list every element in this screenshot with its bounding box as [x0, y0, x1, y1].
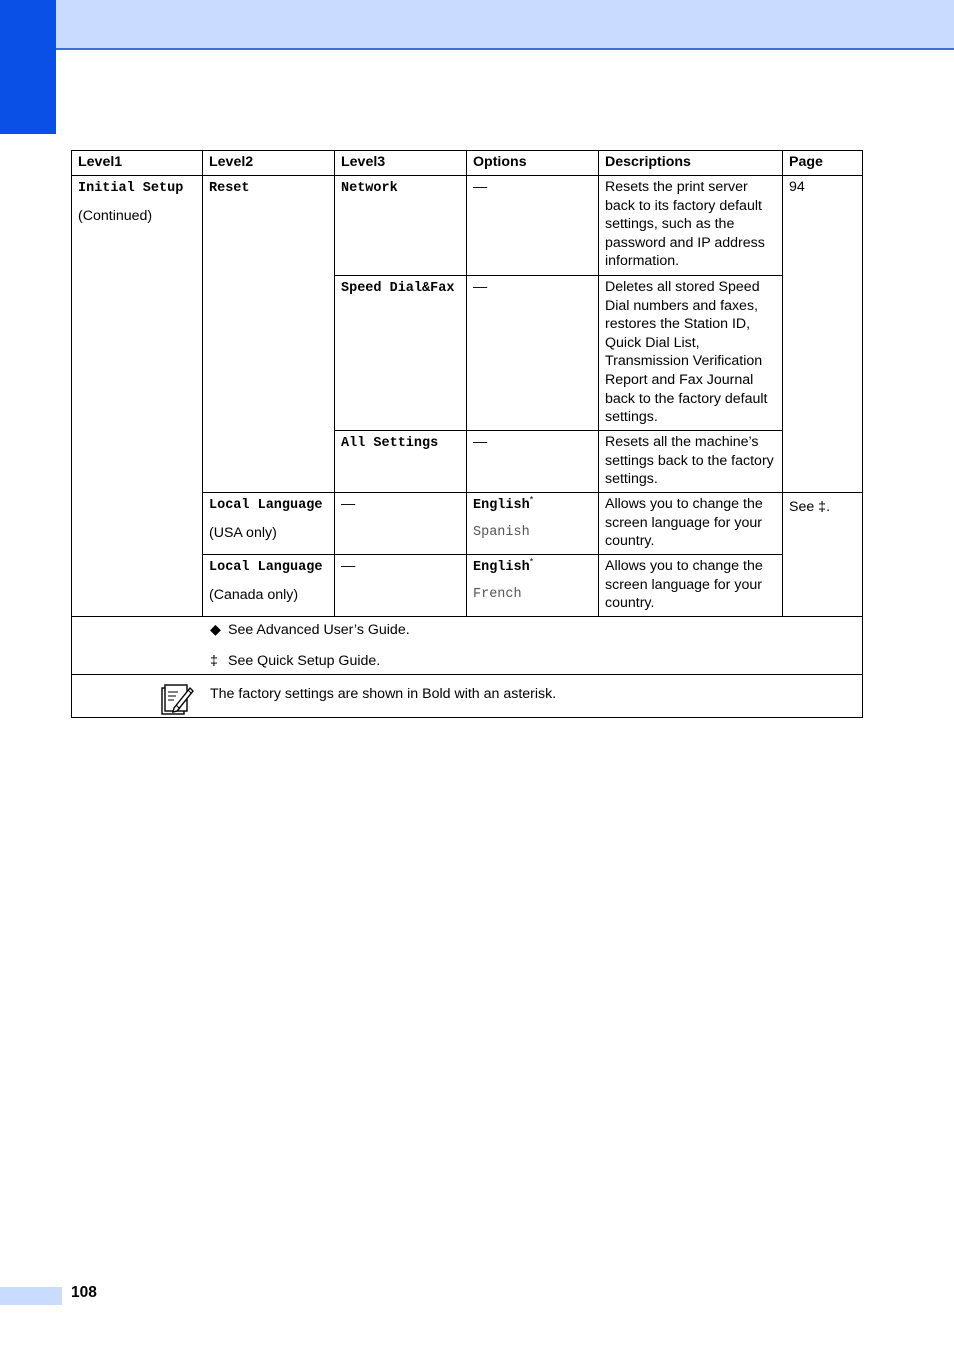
option-french: French: [473, 586, 522, 602]
local-usa-note: (USA only): [209, 524, 277, 541]
header-level3: Level3: [335, 151, 467, 176]
level3-network: Network: [341, 181, 398, 196]
diamond-icon: ◆: [210, 622, 221, 638]
tip-row: [72, 675, 863, 718]
header-level2: Level2: [203, 151, 335, 176]
default-asterisk: *: [529, 494, 534, 505]
chapter-tab: [0, 0, 56, 134]
table-header-row: [72, 151, 863, 176]
level1-note: (Continued): [78, 207, 153, 224]
double-dagger-icon: ‡: [210, 653, 218, 669]
level2-reset-cell: [203, 176, 335, 493]
level2-local-canada-cell: [203, 555, 335, 617]
network-option: —: [467, 176, 599, 276]
speed-dial-description: Deletes all stored Speed Dial numbers and faxes, restores the Station ID, Quick Dial List, Transmission Verification Report and Fax Journal back to the factory default settings.: [599, 276, 783, 431]
level2-local-usa: Local Language: [209, 498, 323, 513]
all-settings-option: —: [467, 431, 599, 493]
page-number: 108: [71, 1284, 97, 1301]
network-description: Resets the print server back to its factory default settings, such as the password and IP address information.: [599, 176, 783, 276]
notes-row: [72, 617, 863, 675]
level1-name: Initial Setup: [78, 181, 184, 196]
local-canada-description: Allows you to change the screen language for your country.: [599, 555, 783, 617]
local-usa-options: [467, 493, 599, 555]
local-usa-level3: —: [335, 493, 467, 555]
note-advanced-text: See Advanced User’s Guide.: [228, 622, 410, 638]
tip-cell: [72, 675, 863, 718]
note-quick-text: See Quick Setup Guide.: [228, 653, 381, 669]
all-settings-description: Resets all the machine’s settings back to the factory settings.: [599, 431, 783, 493]
notes-cell: [72, 617, 863, 675]
level3-all-settings: All Settings: [341, 436, 439, 451]
level3-all-settings-cell: [335, 431, 467, 493]
header-options: Options: [467, 151, 599, 176]
header-page: Page: [783, 151, 863, 176]
local-usa-description: Allows you to change the screen language for your country.: [599, 493, 783, 555]
note-quick: [210, 652, 862, 670]
option-spanish: Spanish: [473, 524, 530, 540]
option-english-default: English: [473, 498, 530, 513]
header-band: [56, 0, 954, 50]
settings-table: [71, 150, 863, 718]
tip-text: The factory settings are shown in Bold with an asterisk.: [210, 686, 557, 702]
local-language-page: See ‡.: [783, 493, 863, 617]
note-pencil-icon: [160, 682, 194, 716]
level3-speed-dial-cell: [335, 276, 467, 431]
level3-network-cell: [335, 176, 467, 276]
level3-speed-dial: Speed Dial&Fax: [341, 281, 455, 296]
speed-dial-option: —: [467, 276, 599, 431]
option-english-default: English: [473, 560, 530, 575]
local-canada-note: (Canada only): [209, 586, 299, 603]
header-descriptions: Descriptions: [599, 151, 783, 176]
table-row: [72, 176, 863, 276]
note-advanced: [210, 621, 862, 639]
default-asterisk: *: [529, 556, 534, 567]
local-canada-options: [467, 555, 599, 617]
level2-local-canada: Local Language: [209, 560, 323, 575]
local-canada-level3: —: [335, 555, 467, 617]
level2-local-usa-cell: [203, 493, 335, 555]
level1-cell: [72, 176, 203, 617]
header-level1: Level1: [72, 151, 203, 176]
reset-page: 94: [783, 176, 863, 493]
page-tab: [0, 1287, 62, 1305]
level2-reset: Reset: [209, 181, 250, 196]
